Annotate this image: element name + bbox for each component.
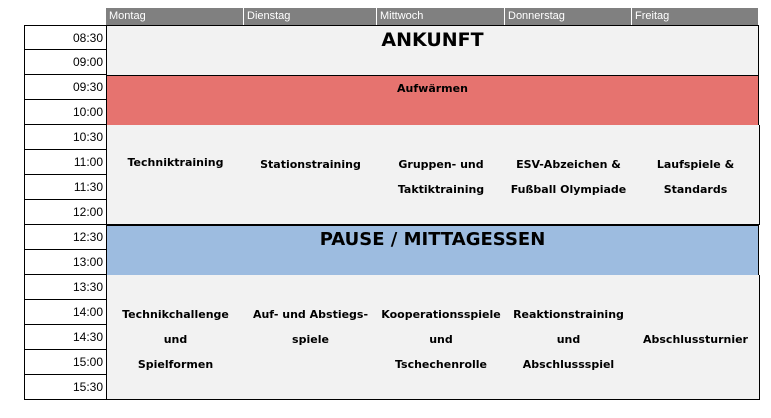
activity-line: und [163,333,188,346]
morning-activity-3 [377,125,506,225]
time-slot: 15:30 [24,375,106,400]
morning-activity-1 [106,125,245,225]
activity-line: ESV-Abzeichen & [516,158,621,171]
afternoon-activity-4 [505,275,633,400]
time-slot: 09:00 [24,50,106,75]
time-slot: 12:30 [24,225,106,250]
activity-line: Technikchallenge [122,308,229,321]
time-slot: 14:30 [24,325,106,350]
day-header-montag: Montag [106,8,244,25]
time-slot: 14:00 [24,300,106,325]
activity-line: und [556,333,581,346]
day-header-freitag: Freitag [632,8,759,25]
activity-line: Stationstraining [260,158,361,171]
time-slot: 10:00 [24,100,106,125]
activity-line: Auf- und Abstiegs- [252,308,369,321]
time-slot: 13:00 [24,250,106,275]
activity-line: Taktiktraining [397,183,485,196]
activity-line: und [429,333,453,346]
activity-line: spiele [292,333,329,346]
time-slot: 11:00 [24,150,106,175]
afternoon-activity-2 [244,275,378,400]
lunch-block [106,225,759,276]
time-slot: 13:30 [24,275,106,300]
time-slot: 11:30 [24,175,106,200]
time-slot: 10:30 [24,125,106,150]
morning-activity-5 [632,125,760,225]
warmup-block [106,75,759,126]
activity-line: Spielformen [137,358,214,371]
activity-line: Fußball Olympiade [510,183,627,196]
time-slot: 08:30 [24,25,106,50]
day-header-dienstag: Dienstag [244,8,377,25]
activity-line: Standards [663,183,728,196]
morning-activity-2 [244,125,378,225]
afternoon-activity-1 [106,275,245,400]
activity-line: Reaktionstraining [513,308,624,321]
activity-line: Abschlussturnier [643,333,748,346]
time-slot: 09:30 [24,75,106,100]
activity-line: Tschechenrolle [394,358,488,371]
arrival-block-label: ANKUNFT [381,29,484,51]
activity-line: Kooperationsspiele [381,308,501,321]
arrival-block [106,25,759,76]
morning-activity-4 [505,125,633,225]
activity-line: Laufspiele & [656,158,735,171]
activity-line: Gruppen- und [398,158,484,171]
time-slot: 15:00 [24,350,106,375]
warmup-block-label: Aufwärmen [397,82,468,95]
day-header-donnerstag: Donnerstag [505,8,632,25]
day-header-mittwoch: Mittwoch [377,8,505,25]
activity-line: Abschlussspiel [522,358,615,371]
lunch-block-label: PAUSE / MITTAGESSEN [319,229,546,250]
time-slot: 12:00 [24,200,106,225]
afternoon-activity-5 [632,275,760,400]
afternoon-activity-3 [377,275,506,400]
activity-line: Techniktraining [127,156,224,169]
